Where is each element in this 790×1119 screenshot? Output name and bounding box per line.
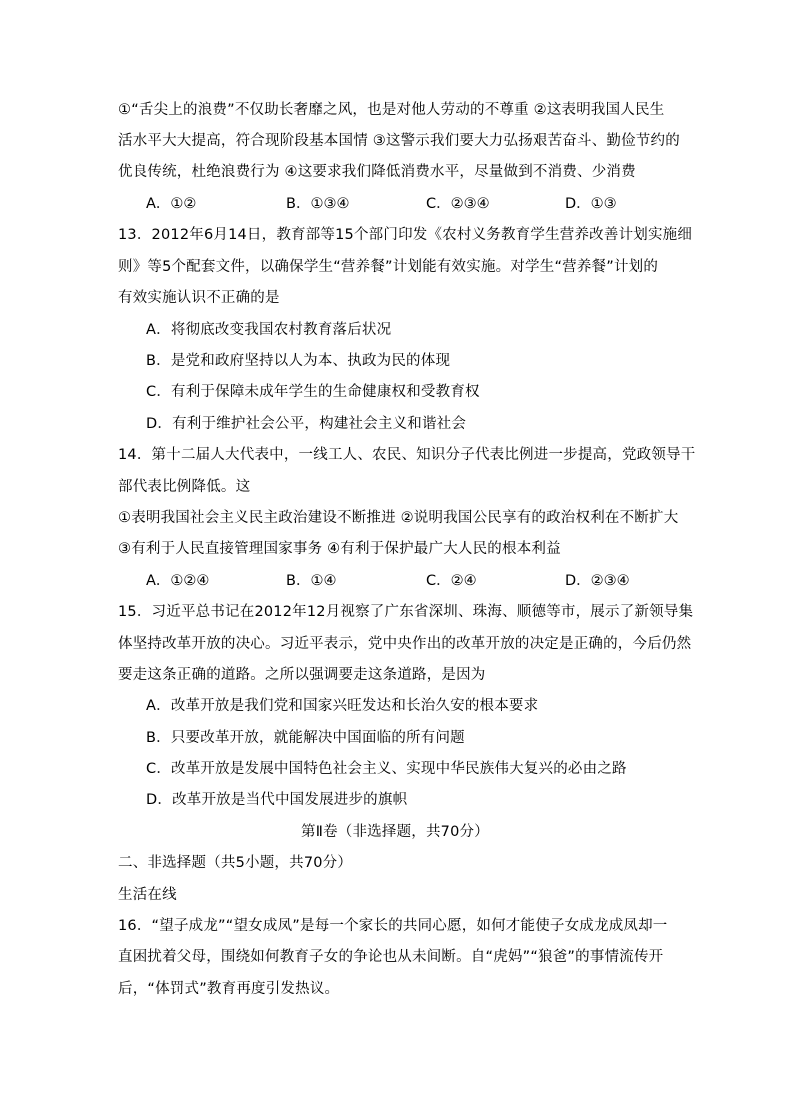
q16-stem-line: 16．“望子成龙”“望女成凤”是每一个家长的共同心愿，如何才能使子女成龙成凤却一 xyxy=(118,918,668,934)
q16-stem-line: 后，“体罚式”教育再度引发热议。 xyxy=(118,981,340,997)
q14-choice-d: D．②③④ xyxy=(565,573,630,589)
q14-stem-line: 部代表比例降低。这 xyxy=(118,479,251,495)
q15-stem-line: 15．习近平总书记在2012年12月视察了广东省深圳、珠海、顺德等市，展示了新领导集 xyxy=(118,604,694,620)
q14-statement-line: ③有利于人民直接管理国家事务 ④有利于保护最广大人民的根本利益 xyxy=(118,541,561,557)
q13-stem-line: 则》等5个配套文件，以确保学生“营养餐”计划能有效实施。对学生“营养餐”计划的 xyxy=(118,259,659,275)
q15-option-b: B．只要改革开放，就能解决中国面临的所有问题 xyxy=(146,730,465,746)
q13-stem-line: 有效实施认识不正确的是 xyxy=(118,290,280,306)
q12-statement-line: ①“舌尖上的浪费”不仅助长奢靡之风，也是对他人劳动的不尊重 ②这表明我国人民生 xyxy=(118,102,665,118)
q12-statement-line: 活水平大大提高，符合现阶段基本国情 ③这警示我们要大力弘扬艰苦奋斗、勤俭节约的 xyxy=(118,133,680,149)
q12-choice-c: C．②③④ xyxy=(426,196,490,212)
q15-option-c: C．改革开放是发展中国特色社会主义、实现中华民族伟大复兴的必由之路 xyxy=(146,761,627,777)
section-title: 二、非选择题（共5小题，共70分） xyxy=(118,855,353,871)
q14-choice-c: C．②④ xyxy=(426,573,477,589)
q16-stem-line: 直困扰着父母，围绕如何教育子女的争论也从未间断。自“虎妈”“狼爸”的事情流传开 xyxy=(118,949,664,965)
subsection-title: 生活在线 xyxy=(118,887,177,903)
q14-stem-line: 14．第十二届人大代表中，一线工人、农民、知识分子代表比例进一步提高，党政领导干 xyxy=(118,447,696,463)
q13-option-b: B．是党和政府坚持以人为本、执政为民的体现 xyxy=(146,353,451,369)
q13-stem-line: 13．2012年6月14日，教育部等15个部门印发《农村义务教育学生营养改善计划实施细 xyxy=(118,227,693,243)
q13-option-c: C．有利于保障未成年学生的生命健康权和受教育权 xyxy=(146,384,480,400)
q12-choice-a: A．①② xyxy=(146,196,197,212)
q12-statement-line: 优良传统，杜绝浪费行为 ④这要求我们降低消费水平，尽量做到不消费、少消费 xyxy=(118,164,636,180)
q14-choices xyxy=(146,571,746,591)
q12-choice-d: D．①③ xyxy=(565,196,617,212)
q13-option-a: A．将彻底改变我国农村教育落后状况 xyxy=(146,322,392,338)
q12-choice-b: B．①③④ xyxy=(286,196,350,212)
q12-choices xyxy=(146,194,746,214)
q14-choice-a: A．①②④ xyxy=(146,573,210,589)
q15-stem-line: 体坚持改革开放的决心。习近平表示，党中央作出的改革开放的决定是正确的，今后仍然 xyxy=(118,636,692,652)
q15-option-d: D．改革开放是当代中国发展进步的旗帜 xyxy=(146,792,408,808)
q14-statement-line: ①表明我国社会主义民主政治建设不断推进 ②说明我国公民享有的政治权利在不断扩大 xyxy=(118,510,679,526)
volume-title: 第Ⅱ卷（非选择题，共70分） xyxy=(301,824,489,840)
q13-option-d: D．有利于维护社会公平，构建社会主义和谐社会 xyxy=(146,416,467,432)
q14-choice-b: B．①④ xyxy=(286,573,337,589)
q15-stem-line: 要走这条正确的道路。之所以强调要走这条道路，是因为 xyxy=(118,667,486,683)
q15-option-a: A．改革开放是我们党和国家兴旺发达和长治久安的根本要求 xyxy=(146,698,539,714)
